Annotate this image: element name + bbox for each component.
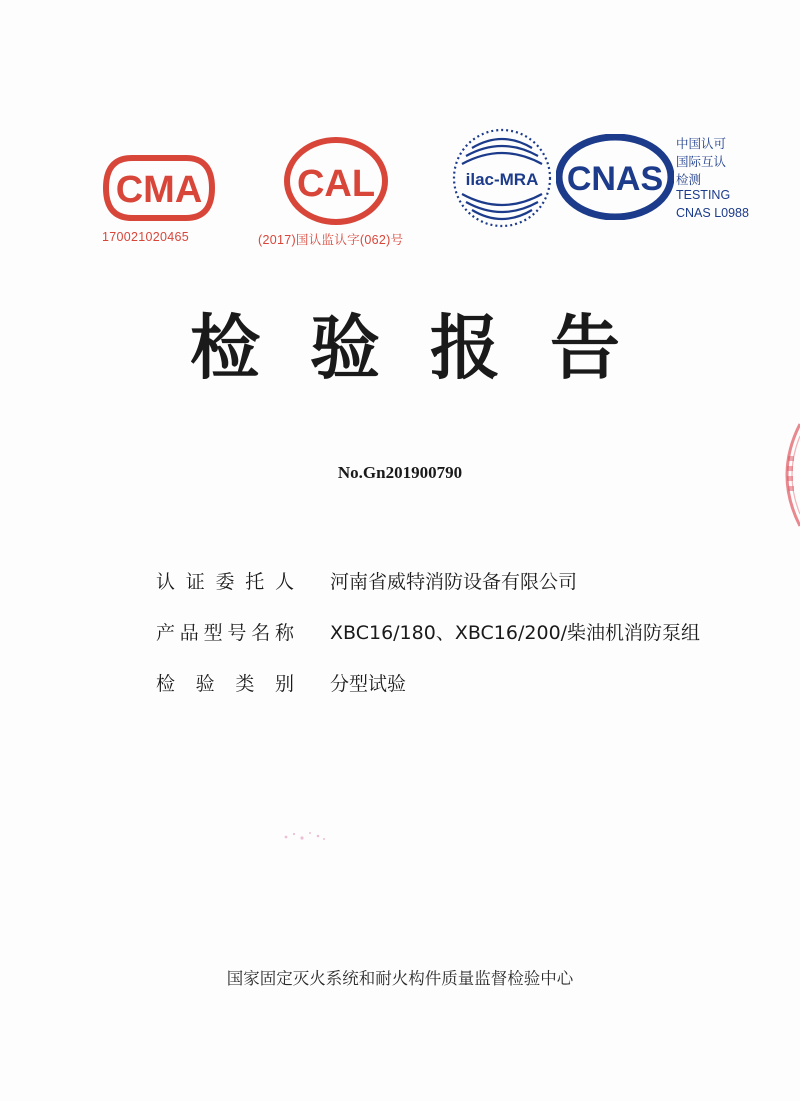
test-type-label bbox=[156, 671, 294, 697]
cnas-text-line-4: TESTING bbox=[676, 188, 731, 202]
issuing-organization: 国家固定灭火系统和耐火构件质量监督检验中心 bbox=[226, 969, 574, 988]
client-value: 河南省威特消防设备有限公司 bbox=[330, 571, 578, 593]
label-char: 检 bbox=[156, 673, 176, 695]
title-char: 检 bbox=[190, 307, 260, 389]
cnas-text-line-2: 国际互认 bbox=[676, 155, 727, 169]
report-number: No.Gn201900790 bbox=[337, 463, 463, 482]
report-title bbox=[190, 308, 620, 388]
test-type-value: 分型试验 bbox=[330, 673, 407, 695]
cma-logo bbox=[100, 150, 218, 226]
print-specks bbox=[280, 825, 330, 845]
label-char: 认 bbox=[156, 571, 176, 593]
ilac-mra-logo bbox=[448, 124, 556, 232]
label-char: 委 bbox=[215, 571, 235, 593]
ilac-mark: ilac-MRA bbox=[465, 170, 539, 189]
title-char: 报 bbox=[430, 307, 500, 389]
cma-number: 170021020465 bbox=[102, 230, 190, 244]
label-char: 产 bbox=[156, 622, 176, 644]
label-char: 号 bbox=[227, 622, 247, 644]
cal-logo bbox=[282, 136, 390, 226]
cnas-logo bbox=[556, 134, 674, 220]
cnas-text-line-5: CNAS L0988 bbox=[676, 206, 749, 220]
label-char: 人 bbox=[274, 571, 294, 593]
label-char: 托 bbox=[245, 571, 265, 593]
label-char: 型 bbox=[203, 622, 223, 644]
product-model-value: XBC16/180、XBC16/200/柴油机消防泵组 bbox=[330, 622, 701, 644]
cal-approval-number: (2017)国认监认字(062)号 bbox=[258, 233, 404, 247]
title-char: 验 bbox=[310, 307, 380, 389]
cnas-text-line-1: 中国认可 bbox=[676, 137, 727, 151]
cal-mark: CAL bbox=[296, 163, 376, 205]
label-char: 称 bbox=[274, 622, 294, 644]
seal-stamp-fragment bbox=[770, 420, 800, 530]
label-char: 类 bbox=[235, 673, 255, 695]
cnas-text-line-3: 检测 bbox=[676, 173, 702, 187]
cnas-mark: CNAS bbox=[566, 160, 664, 198]
label-char: 别 bbox=[274, 673, 294, 695]
title-char: 告 bbox=[550, 307, 620, 389]
label-char: 验 bbox=[195, 673, 215, 695]
label-char: 证 bbox=[185, 571, 205, 593]
cma-mark: CMA bbox=[115, 169, 203, 211]
client-label bbox=[156, 569, 294, 595]
product-model-label bbox=[156, 620, 294, 646]
label-char: 品 bbox=[179, 622, 199, 644]
label-char: 名 bbox=[251, 622, 271, 644]
